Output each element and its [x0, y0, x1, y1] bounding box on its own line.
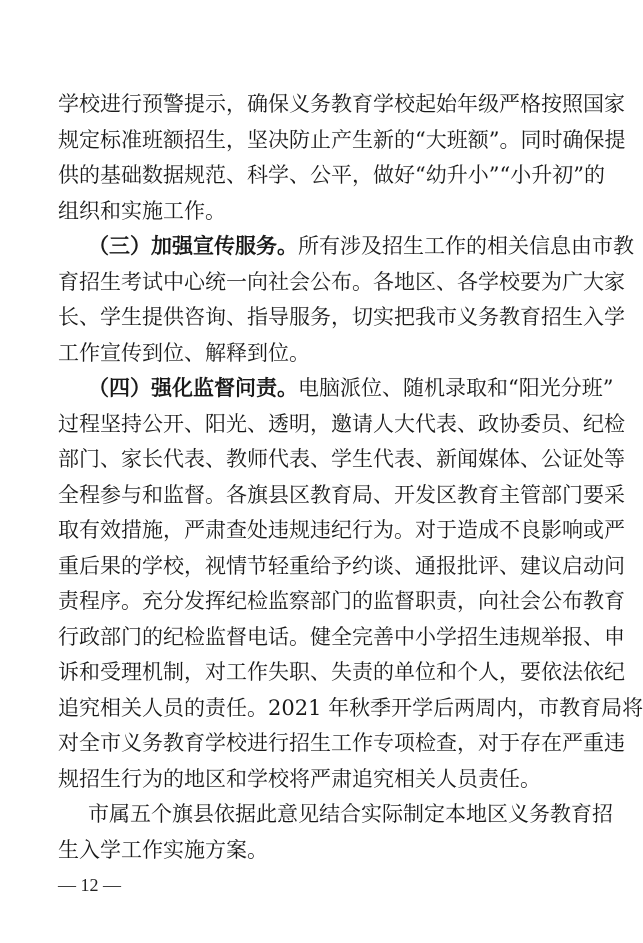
paragraph-line: 责程序。充分发挥纪检监察部门的监督职责，向社会公布教育: [58, 589, 625, 613]
paragraph-line: 育招生考试中心统一向社会公布。各地区、各学校要为广大家: [58, 269, 625, 294]
paragraph-line: 取有效措施，严肃查处违规违纪行为。对于造成不良影响或严: [58, 518, 625, 542]
paragraph-line: 电脑派位、随机录取和“阳光分班”: [298, 376, 614, 400]
paragraph-line: 对全市义务教育学校进行招生工作专项检查，对于存在严重违: [58, 731, 625, 755]
paragraph-line: 供的基础数据规范、科学、公平，做好“幼升小”“小升初”的: [58, 163, 605, 187]
section-3-heading: （三）加强宣传服务。: [88, 234, 298, 258]
section-4-heading: （四）强化监督问责。: [88, 376, 298, 400]
paragraph-line: 长、学生提供咨询、指导服务，切实把我市义务教育招生入学: [58, 305, 625, 329]
section-4-first-line: [88, 374, 613, 402]
page-number: — 12 —: [58, 875, 121, 895]
paragraph-line: 过程坚持公开、阳光、透明，邀请人大代表、政协委员、纪检: [58, 411, 625, 436]
paragraph-line: 规定标准班额招生，坚决防止产生新的“大班额”。同时确保提: [58, 127, 626, 152]
paragraph-line: 学校进行预警提示，确保义务教育学校起始年级严格按照国家: [58, 92, 625, 116]
paragraph-line: 重后果的学校，视情节轻重给予约谈、通报批评、建议启动问: [58, 553, 625, 578]
paragraph-line: 规招生行为的地区和学校将严肃追究相关人员责任。: [58, 766, 541, 791]
section-3-first-line: [88, 232, 634, 260]
paragraph-line: 生入学工作实施方案。: [58, 837, 268, 862]
paragraph-line: 工作宣传到位、解释到位。: [58, 340, 310, 365]
paragraph-line: 市属五个旗县依据此意见结合实际制定本地区义务教育招: [88, 802, 613, 826]
paragraph-line: 诉和受理机制，对工作失职、失责的单位和个人，要依法依纪: [58, 660, 625, 684]
paragraph-line: 组织和实施工作。: [58, 198, 226, 223]
paragraph-line: 行政部门的纪检监督电话。健全完善中小学招生违规举报、申: [58, 624, 625, 649]
paragraph-line: 追究相关人员的责任。2021 年秋季开学后两周内，市教育局将: [58, 695, 643, 720]
paragraph-line: 部门、家长代表、教师代表、学生代表、新闻媒体、公证处等: [58, 447, 625, 471]
paragraph-line: 所有涉及招生工作的相关信息由市教: [298, 234, 634, 258]
paragraph-line: 全程参与和监督。各旗县区教育局、开发区教育主管部门要采: [58, 482, 625, 507]
